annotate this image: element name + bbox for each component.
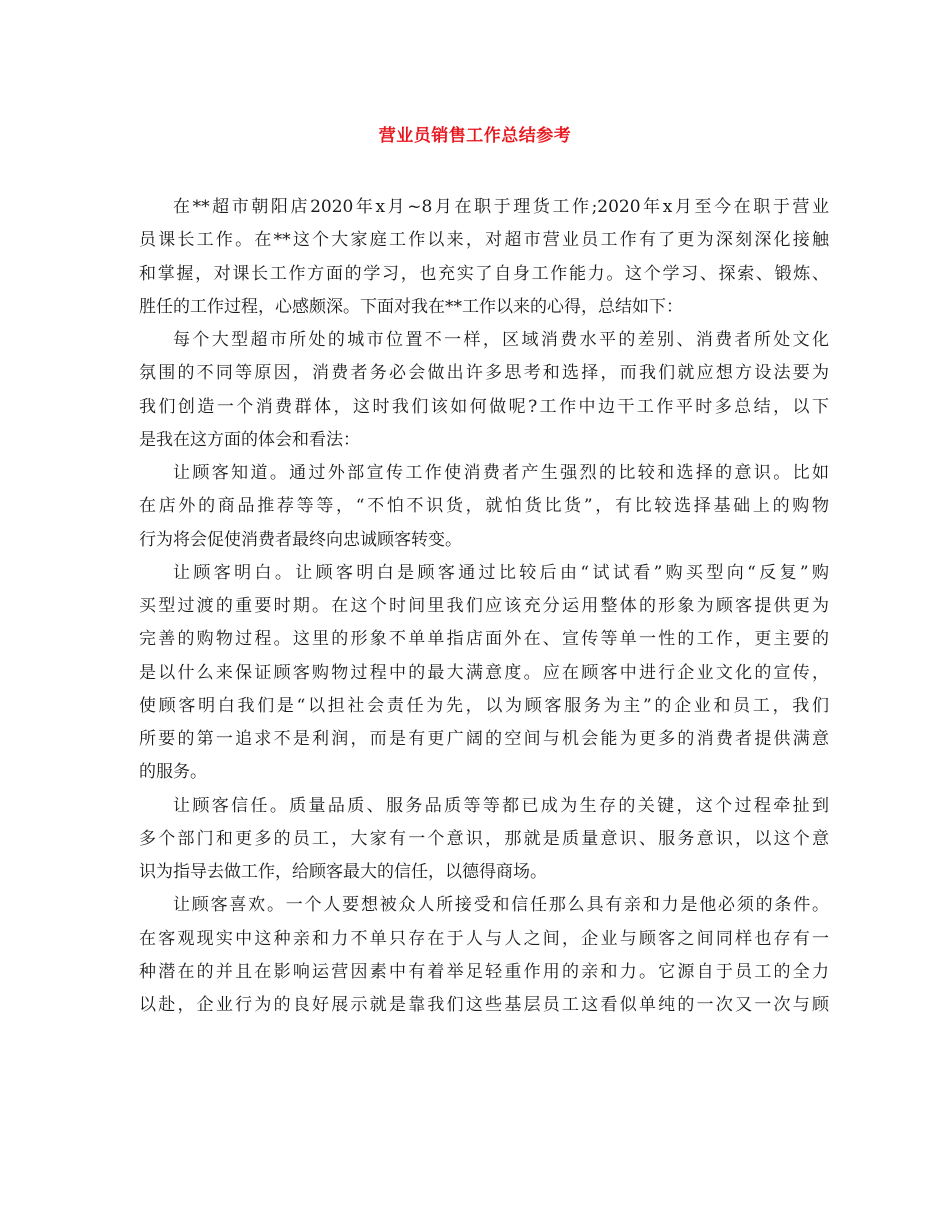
text-line: 在店外的商品推荐等等，“不怕不识货，就怕货比货”，有比较选择基础上的购物 [139,496,829,517]
text-line: 是以什么来保证顾客购物过程中的最大满意度。应在顾客中进行企业文化的宣传， [139,662,829,683]
text-line: 买型过渡的重要时期。在这个时间里我们应该充分运用整体的形象为顾客提供更为 [139,596,829,616]
text-line: 识为指导去做工作，给顾客最大的信任，以德得商场。 [139,862,547,882]
text-line: 多个部门和更多的员工，大家有一个意识，那就是质量意识、服务意识，以这个意 [139,828,829,849]
text-line: 胜任的工作过程，心感颇深。下面对我在**工作以来的心得，总结如下： [139,296,683,317]
text-line: 氛围的不同等原因，消费者务必会做出许多思考和选择，而我们就应想方设法要为 [139,363,829,384]
text-line: 完善的购物过程。这里的形象不单单指店面外在、宣传等单一性的工作，更主要的 [139,629,829,650]
text-line: 使顾客明白我们是“以担社会责任为先，以为顾客服务为主”的企业和员工，我们 [139,695,829,716]
document-body [139,191,829,1022]
text-line: 在**超市朝阳店2020年x月~8月在职于理货工作;2020年x月至今在职于营业 [173,197,829,217]
text-line: 让顾客知道。通过外部宣传工作使消费者产生强烈的比较和选择的意识。比如 [173,463,829,483]
text-line: 在客观现实中这种亲和力不单只存在于人与人之间，企业与顾客之间同样也存有一 [139,928,829,949]
text-line: 以赴，企业行为的良好展示就是靠我们这些基层员工这看似单纯的一次又一次与顾 [139,995,829,1015]
text-line: 让顾客信任。质量品质、服务品质等等都已成为生存的关键，这个过程牵扯到 [173,795,829,816]
text-line: 的服务。 [139,762,207,783]
text-line: 每个大型超市所处的城市位置不一样，区域消费水平的差别、消费者所处文化 [173,330,829,350]
text-line: 让顾客喜欢。一个人要想被众人所接受和信任那么具有亲和力是他必须的条件。 [173,895,829,916]
text-line: 所要的第一追求不是利润，而是有更广阔的空间与机会能为更多的消费者提供满意 [139,729,829,749]
text-line: 员课长工作。在**这个大家庭工作以来，对超市营业员工作有了更为深刻深化接触 [139,230,829,251]
text-line: 让顾客明白。让顾客明白是顾客通过比较后由“试试看”购买型向“反复”购 [173,562,829,583]
text-line: 我们创造一个消费群体，这时我们该如何做呢?工作中边干工作平时多总结，以下 [139,396,829,417]
text-line: 和掌握，对课长工作方面的学习，也充实了自身工作能力。这个学习、探索、锻炼、 [139,263,829,284]
text-line: 行为将会促使消费者最终向忠诚顾客转变。 [139,529,462,550]
document-title: 营业员销售工作总结参考 [378,126,572,146]
text-line: 种潜在的并且在影响运营因素中有着举足轻重作用的亲和力。它源自于员工的全力 [139,961,829,982]
text-line: 是我在这方面的体会和看法： [139,429,360,450]
